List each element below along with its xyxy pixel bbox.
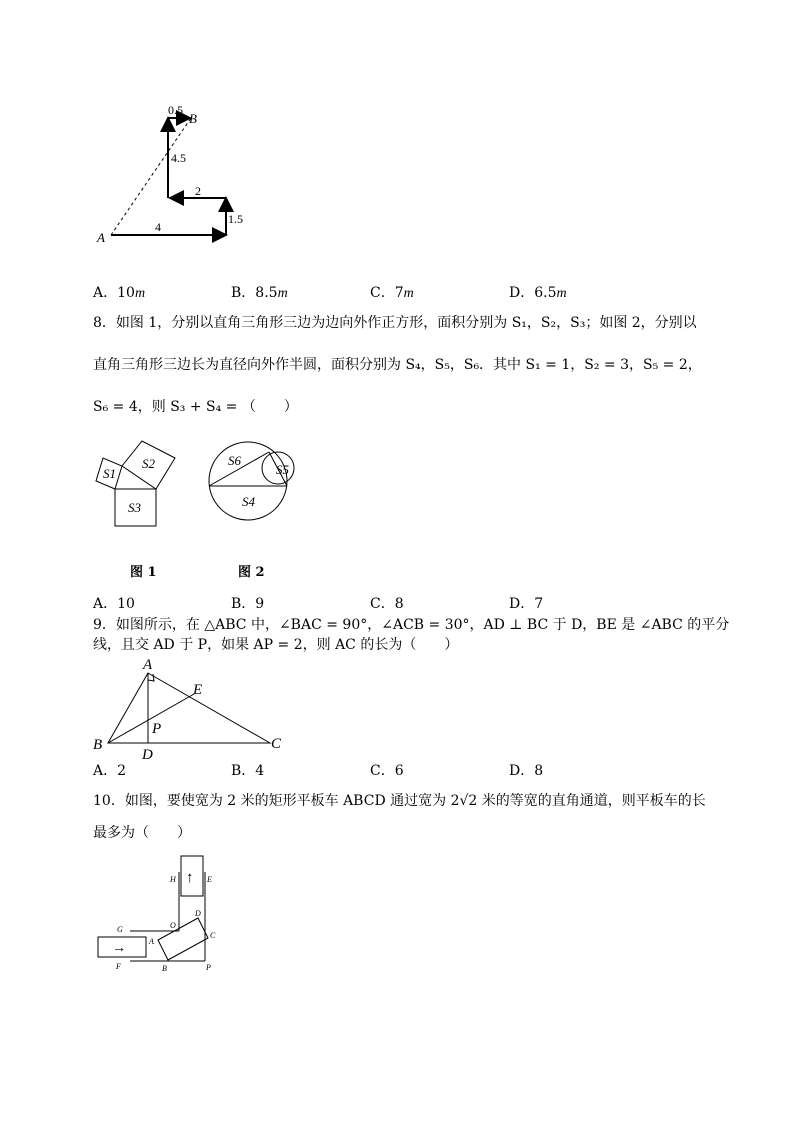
- q10-cart-abcd: [158, 918, 208, 960]
- q8-caption-fig1: 图 1: [130, 565, 157, 580]
- q9-label-d: D: [142, 747, 153, 762]
- q8-label-s3: S3: [128, 500, 141, 515]
- q7-label-0-5: 0.5: [168, 103, 183, 117]
- q7-option-b: B．8.5m: [231, 285, 288, 301]
- q8-option-a: A．10: [93, 596, 135, 612]
- q8-label-s4: S4: [242, 494, 255, 509]
- q8-figure-2: [200, 430, 310, 530]
- q9-question-line1: 9．如图所示，在 △ABC 中，∠BAC = 90°，∠ACB = 30°，AD ⊥ BC 于 D，BE 是 ∠ABC 的平分: [93, 617, 730, 633]
- q8-option-d: D．7: [509, 596, 544, 612]
- q7-figure: [85, 100, 255, 250]
- q10-arrow-right: →: [112, 941, 126, 956]
- q8-caption-fig2: 图 2: [238, 565, 265, 580]
- q7-label-4: 4: [155, 220, 161, 234]
- q9-figure: [90, 652, 295, 762]
- q8-question-line1: 8．如图 1，分别以直角三角形三边为边向外作正方形，面积分别为 S₁，S₂，S₃；如图 2，分别以: [93, 315, 697, 331]
- q9-option-c: C．6: [370, 763, 404, 779]
- q9-bisector-be: [108, 694, 194, 743]
- q9-question-line2: 线，且交 AD 于 P，如果 AP = 2，则 AC 的长为（ ）: [93, 637, 459, 653]
- q10-label-p: P: [206, 963, 211, 972]
- q10-figure: [90, 850, 230, 980]
- q9-label-c: C: [271, 736, 282, 752]
- q8-question-line2: 直角三角形三边长为直径向外作半圆，面积分别为 S₄，S₅，S₆．其中 S₁ = 1，S₂ = 3，S₅ = 2，: [93, 357, 702, 373]
- q8-option-b: B．9: [231, 596, 265, 612]
- q10-label-e: E: [207, 875, 212, 884]
- q8-option-c: C．8: [370, 596, 404, 612]
- q10-arrow-up: ↑: [186, 870, 194, 886]
- q9-triangle-abc: [108, 673, 270, 743]
- q8-label-s5: S5: [276, 462, 289, 477]
- q9-option-a: A．2: [93, 763, 127, 779]
- q10-label-o: O: [170, 921, 176, 930]
- q7-label-1-5: 1.5: [228, 212, 243, 226]
- q10-label-b: B: [162, 964, 167, 973]
- q7-label-2: 2: [195, 184, 201, 198]
- q10-label-a: A: [149, 937, 154, 946]
- q9-option-d: D．8: [509, 763, 544, 779]
- q10-label-c: C: [210, 931, 216, 940]
- q7-option-a: A．10m: [93, 285, 146, 301]
- q7-option-c: C．7m: [370, 285, 414, 301]
- q9-label-e: E: [193, 682, 203, 698]
- q9-label-a: A: [143, 657, 153, 673]
- q8-label-s2: S2: [142, 456, 155, 471]
- q10-label-d: D: [195, 909, 201, 918]
- q8-label-s6: S6: [228, 453, 241, 468]
- q8-question-line3: S₆ = 4，则 S₃ + S₄ = （ ）: [93, 399, 298, 415]
- q9-option-b: B．4: [231, 763, 265, 779]
- q7-label-a: A: [97, 230, 105, 245]
- q7-label-b: B: [189, 111, 197, 126]
- q10-question-line2: 最多为（ ）: [93, 825, 191, 841]
- q7-label-4-5: 4.5: [171, 151, 186, 165]
- q9-label-p: P: [152, 721, 162, 737]
- q7-option-d: D．6.5m: [509, 285, 567, 301]
- q10-label-h: H: [170, 875, 176, 884]
- q8-figure-1: [90, 435, 190, 535]
- q8-label-s1: S1: [103, 466, 116, 481]
- q10-label-g: G: [117, 925, 123, 934]
- q7-dashed-ab: [111, 118, 191, 235]
- q10-label-f: F: [116, 962, 121, 971]
- q9-label-b: B: [93, 737, 103, 753]
- q10-question-line1: 10．如图，要使宽为 2 米的矩形平板车 ABCD 通过宽为 2√2 米的等宽的直角通道，则平板车的长: [93, 793, 706, 809]
